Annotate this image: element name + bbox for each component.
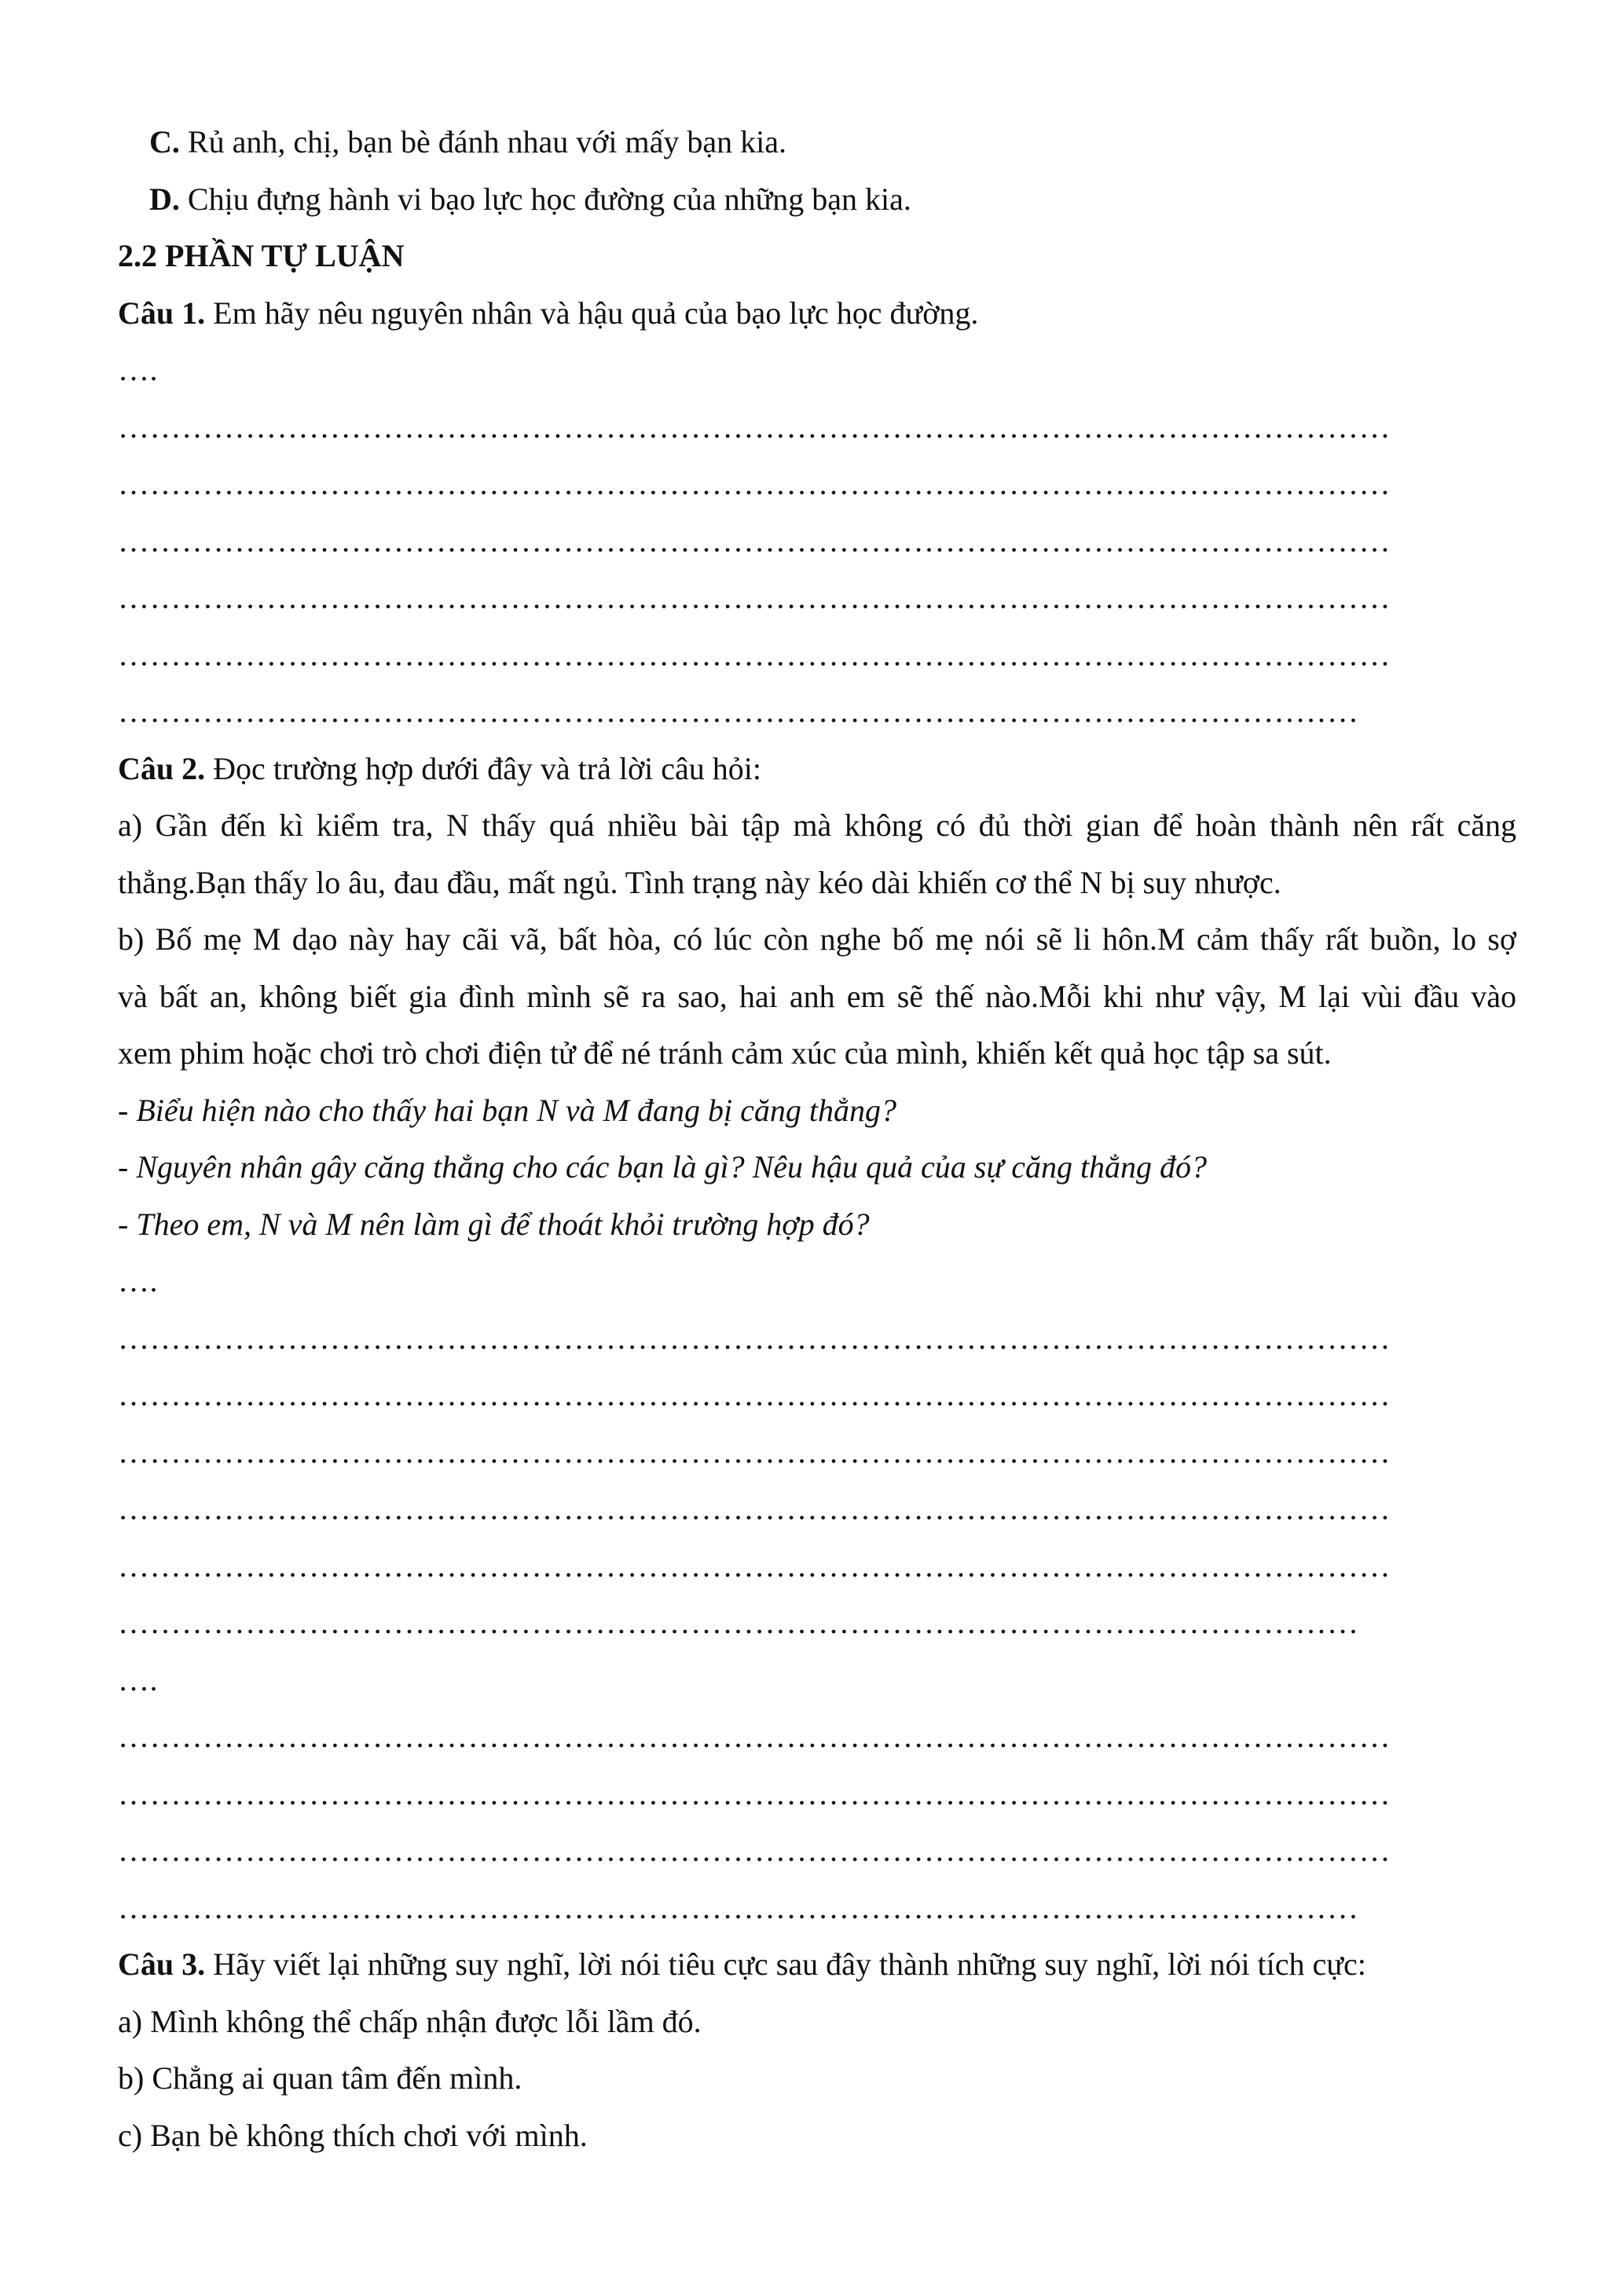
option-c bbox=[118, 114, 1516, 171]
question-3 bbox=[118, 1936, 1516, 1994]
option-d-text: Chịu đựng hành vi bạo lực học đường của những bạn kia. bbox=[179, 181, 911, 217]
answer-line: ………………………………………………………………………………………………………… bbox=[118, 522, 1391, 558]
worksheet-page bbox=[118, 114, 1516, 2164]
question-2 bbox=[118, 741, 1516, 798]
answer-line: ………………………………………………………………………………………………………… bbox=[118, 466, 1391, 501]
answer-line: ………………………………………………………………………………………………………… bbox=[118, 1320, 1391, 1356]
option-c-letter: C. bbox=[149, 124, 180, 159]
case-b-line: b) Bố mẹ M dạo này hay cãi vã, bất hòa, có lúc còn nghe bố mẹ nói sẽ li hôn.M cảm thấy rất buồn, lo sợ bbox=[118, 921, 1516, 957]
question-2-text: Đọc trường hợp dưới đây và trả lời câu hỏi: bbox=[205, 750, 761, 786]
question-3-item: c) Bạn bè không thích chơi với mình. bbox=[118, 2117, 588, 2153]
option-c-text: Rủ anh, chị, bạn bè đánh nhau với mấy bạn kia. bbox=[179, 124, 786, 159]
case-b-line: và bất an, không biết gia đình mình sẽ ra sao, hai anh em sẽ thế nào.Mỗi khi như vậy, M lại vùi đầu vào bbox=[118, 978, 1516, 1014]
answer-line: ………………………………………………………………………………………………………… bbox=[118, 1833, 1391, 1868]
answer-line: ………………………………………………………………………………………………………… bbox=[118, 408, 1391, 445]
answer-line: ………………………………………………………………………………………………………… bbox=[118, 1377, 1391, 1412]
answer-line: …. bbox=[118, 1661, 158, 1697]
answer-line: ………………………………………………………………………………………………………… bbox=[118, 580, 1391, 615]
case-b-line: xem phim hoặc chơi trò chơi điện tử để né tránh cảm xúc của mình, khiến kết quả học tập sa sút. bbox=[118, 1035, 1332, 1071]
answer-line: …. bbox=[118, 352, 158, 387]
question-1-text: Em hãy nêu nguyên nhân và hậu quả của bạo lực học đường. bbox=[205, 295, 979, 331]
answer-line: ………………………………………………………………………………………………………… bbox=[118, 1491, 1391, 1526]
question-3-item: b) Chẳng ai quan tâm đến mình. bbox=[118, 2060, 522, 2096]
answer-line: …. bbox=[118, 1263, 158, 1298]
prompt-line: - Nguyên nhân gây căng thẳng cho các bạn là gì? Nêu hậu quả của sự căng thẳng đó? bbox=[118, 1149, 1208, 1185]
answer-line: ……………………………………………………………………………………………………… bbox=[118, 694, 1359, 729]
answer-line: ……………………………………………………………………………………………………… bbox=[118, 1889, 1359, 1925]
answer-line: ………………………………………………………………………………………………………… bbox=[118, 1434, 1391, 1470]
answer-line: ………………………………………………………………………………………………………… bbox=[118, 636, 1391, 672]
answer-line: ………………………………………………………………………………………………………… bbox=[118, 1719, 1391, 1754]
case-a-line: a) Gần đến kì kiểm tra, N thấy quá nhiều bài tập mà không có đủ thời gian để hoàn thành nên rất căng bbox=[118, 807, 1516, 843]
answer-line: ……………………………………………………………………………………………………… bbox=[118, 1605, 1359, 1640]
question-1 bbox=[118, 285, 1516, 342]
section-heading: 2.2 PHẦN TỰ LUẬN bbox=[118, 238, 405, 273]
prompt-line: - Biểu hiện nào cho thấy hai bạn N và M đang bị căng thẳng? bbox=[118, 1092, 896, 1128]
answer-line: ………………………………………………………………………………………………………… bbox=[118, 1775, 1391, 1811]
prompt-line: - Theo em, N và M nên làm gì để thoát khỏi trường hợp đó? bbox=[118, 1206, 870, 1242]
question-3-text: Hãy viết lại những suy nghĩ, lời nói tiêu cực sau đây thành những suy nghĩ, lời nói tích cực: bbox=[205, 1946, 1366, 1982]
question-2-label: Câu 2. bbox=[118, 750, 206, 786]
option-d bbox=[118, 171, 1516, 229]
question-1-label: Câu 1. bbox=[118, 295, 206, 331]
question-3-label: Câu 3. bbox=[118, 1946, 206, 1982]
question-3-item: a) Mình không thể chấp nhận được lỗi lầm đó. bbox=[118, 2003, 702, 2039]
case-a-line: thẳng.Bạn thấy lo âu, đau đầu, mất ngủ. Tình trạng này kéo dài khiến cơ thể N bị suy nhược. bbox=[118, 864, 1281, 900]
answer-line: ………………………………………………………………………………………………………… bbox=[118, 1547, 1391, 1584]
option-d-letter: D. bbox=[149, 181, 180, 217]
